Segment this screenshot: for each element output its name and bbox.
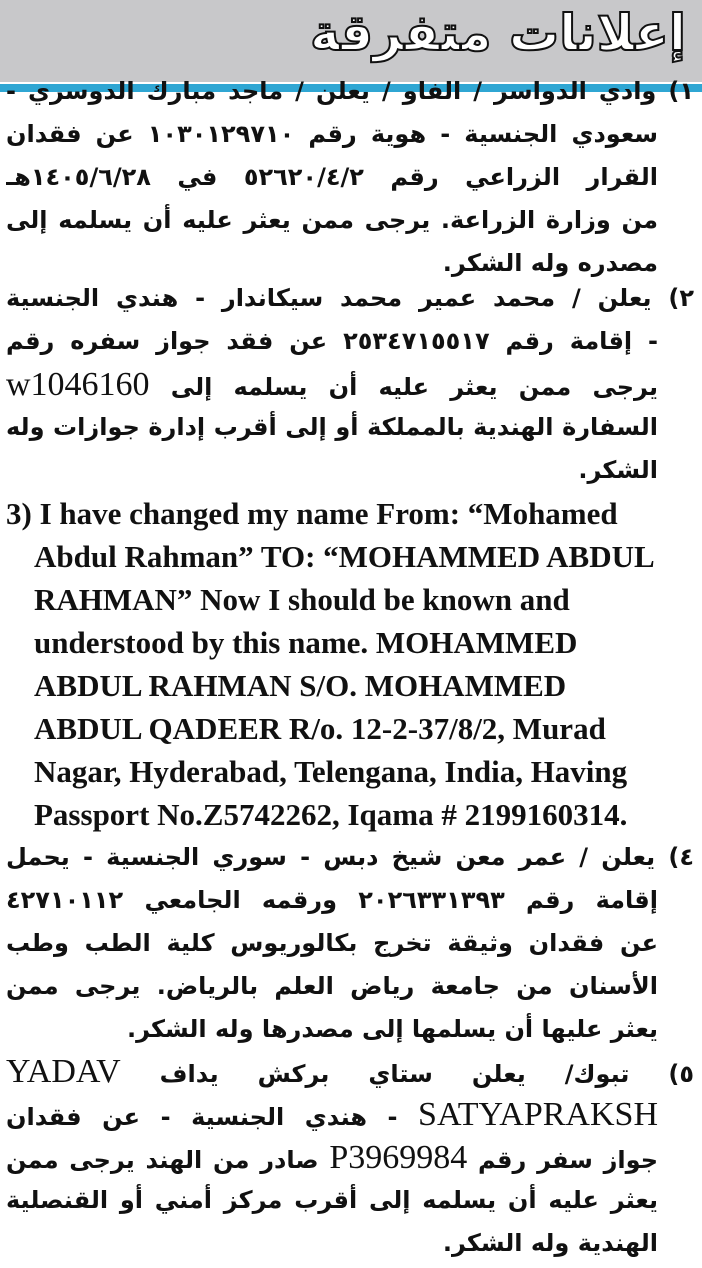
ad-line: من وزارة الزراعة. يرجى ممن يعثر عليه أن يسلمه إلى <box>6 206 658 234</box>
latin-name: YADAV <box>6 1053 121 1090</box>
ad-line: يعثر عليها أن يسلمها إلى مصدرها وله الشكر. <box>126 1015 658 1043</box>
ad-line: ABDUL QADEER R/o. 12-2-37/8/2, Murad <box>34 711 606 746</box>
ad-line: السفارة الهندية بالمملكة أو إلى أقرب إدارة جوازات وله <box>6 413 658 441</box>
classified-ad-5 <box>6 1050 694 1265</box>
ad-line: - إقامة رقم ٢٥٣٤٧١٥٥١٧ عن فقد جواز سفره رقم <box>6 327 658 355</box>
latin-name: SATYAPRAKSH <box>418 1096 659 1133</box>
ad-line: ١) وادي الدواسر / الفاو / يعلن / ماجد مبارك الدوسري - <box>6 77 694 105</box>
ad-line: الأسنان من جامعة رياض العلم بالرياض. يرجى ممن <box>6 972 658 1000</box>
ad-line: القرار الزراعي رقم ٥٢٦٢٠/٤/٢ في ١٤٠٥/٦/٢٨هـ <box>6 163 658 191</box>
ad-line: Passport No.Z5742262, Iqama # 2199160314. <box>34 797 628 832</box>
ad-line: Abdul Rahman” TO: “MOHAMMED ABDUL <box>34 539 655 574</box>
ad-line: الهندية وله الشكر. <box>442 1229 658 1257</box>
passport-number: P3969984 <box>329 1139 468 1176</box>
ad-line <box>6 1136 694 1179</box>
passport-number: w1046160 <box>6 366 150 403</box>
ad-text: ٥) تبوك/ يعلن ستاي بركش يداف <box>159 1060 694 1088</box>
ad-line: مصدره وله الشكر. <box>442 249 658 277</box>
classified-ad-2 <box>6 277 694 492</box>
section-title: إعلانات متفرقة <box>310 4 686 62</box>
ad-text: - هندي الجنسية - عن فقدان <box>6 1103 398 1131</box>
classified-ad-1 <box>6 70 694 285</box>
ad-line: الشكر. <box>578 456 658 484</box>
ad-line: يعثر عليه أن يسلمه إلى أقرب مركز أمني أو القنصلية <box>6 1186 658 1214</box>
ad-line: Nagar, Hyderabad, Telengana, India, Having <box>34 754 628 789</box>
ad-line: عن فقدان وثيقة تخرج بكالوريوس كلية الطب وطب <box>6 929 658 957</box>
ad-line: ٤) يعلن / عمر معن شيخ دبس - سوري الجنسية - يحمل <box>6 843 694 871</box>
classified-ad-4 <box>6 836 694 1051</box>
ad-line: ٢) يعلن / محمد عمير محمد سيكاندار - هندي الجنسية <box>6 284 694 312</box>
ad-line: 3) I have changed my name From: “Mohamed <box>6 496 618 531</box>
ad-line: understood by this name. MOHAMMED <box>34 625 578 660</box>
ad-text: يرجى ممن يعثر عليه أن يسلمه إلى <box>170 373 659 401</box>
ad-line: RAHMAN” Now I should be known and <box>34 582 570 617</box>
ad-line <box>6 1093 694 1136</box>
classified-ad-3 <box>6 492 694 836</box>
ad-line: إقامة رقم ٢٠٢٦٣٣١٣٩٣ ورقمه الجامعي ٤٢٧١٠١١٢ <box>6 886 658 914</box>
ad-text: صادر من الهند يرجى ممن <box>6 1146 319 1174</box>
ad-line: سعودي الجنسية - هوية رقم ١٠٣٠١٢٩٧١٠ عن فقدان <box>6 120 658 148</box>
ad-line <box>6 1050 694 1093</box>
ad-text: جواز سفر رقم <box>477 1146 659 1174</box>
ad-line: ABDUL RAHMAN S/O. MOHAMMED <box>34 668 567 703</box>
ad-line <box>6 363 694 406</box>
